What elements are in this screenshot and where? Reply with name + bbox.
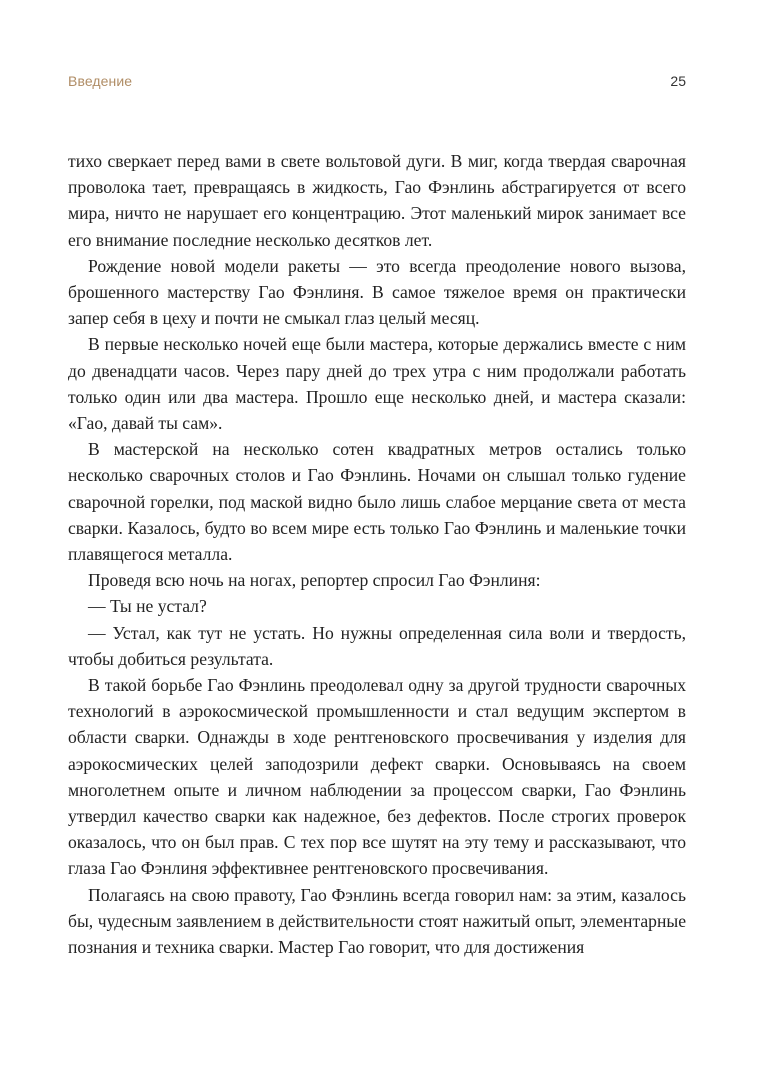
running-head: Введение: [68, 73, 133, 89]
body-text: [68, 148, 686, 960]
paragraph: Проведя всю ночь на ногах, репортер спросил Гао Фэнлиня:: [88, 570, 541, 591]
paragraph: Полагаясь на свою правоту, Гао Фэнлинь всегда говорил нам: за этим, казалось бы, чудесным заявлением в действительности стоят нажитый опыт, элементарные познания и техника сварки. Мастер Гао говорит, что для достижения: [68, 884, 686, 958]
paragraph: В мастерской на несколько сотен квадратных метров остались только несколько сварочных столов и Гао Фэнлинь. Ночами он слышал только гудение сварочной горелки, под маской видно было лишь слабое мерцание света от места сварки. Казалось, будто во всем мире есть только Гао Фэнлинь и маленькие точки плавящегося металла.: [68, 439, 686, 565]
paragraph: В первые несколько ночей еще были мастера, которые держались вместе с ним до двенадцати часов. Через пару дней до трех утра с ним продолжали работать только один или два мастера. Прошло еще несколько дней, и мастера сказали: «Гао, давай ты сам».: [68, 334, 686, 434]
page-number: 25: [670, 73, 686, 89]
paragraph: тихо сверкает перед вами в свете вольтовой дуги. В миг, когда твердая сварочная проволока тает, превращаясь в жидкость, Гао Фэнлинь абстрагируется от всего мира, ничто не нарушает его концентрацию. Этот маленький мирок занимает все его внимание последние несколько десятков лет.: [68, 151, 686, 250]
dialogue-line: — Ты не устал?: [88, 596, 207, 617]
paragraph: Рождение новой модели ракеты — это всегда преодоление нового вызова, брошенного мастерству Гао Фэнлиня. В самое тяжелое время он практически запер себя в цеху и почти не смыкал глаз целый месяц.: [68, 255, 686, 329]
paragraph: В такой борьбе Гао Фэнлинь преодолевал одну за другой трудности сварочных технологий в аэрокосмической промышленности и стал ведущим экспертом в области сварки. Однажды в ходе рентгеновского просвечивания у изделия для аэрокосмических целей заподозрили дефект сварки. Основываясь на своем многолетнем опыте и личном наблюдении за процессом сварки, Гао Фэнлинь утвердил качество сварки как надежное, без дефектов. После строгих проверок оказалось, что он был прав. С тех пор все шутят на эту тему и рассказывают, что глаза Гао Фэнлиня эффективнее рентгеновского просвечивания.: [68, 675, 686, 879]
dialogue-line: — Устал, как тут не устать. Но нужны определенная сила воли и твердость, чтобы добиться результата.: [68, 622, 686, 669]
